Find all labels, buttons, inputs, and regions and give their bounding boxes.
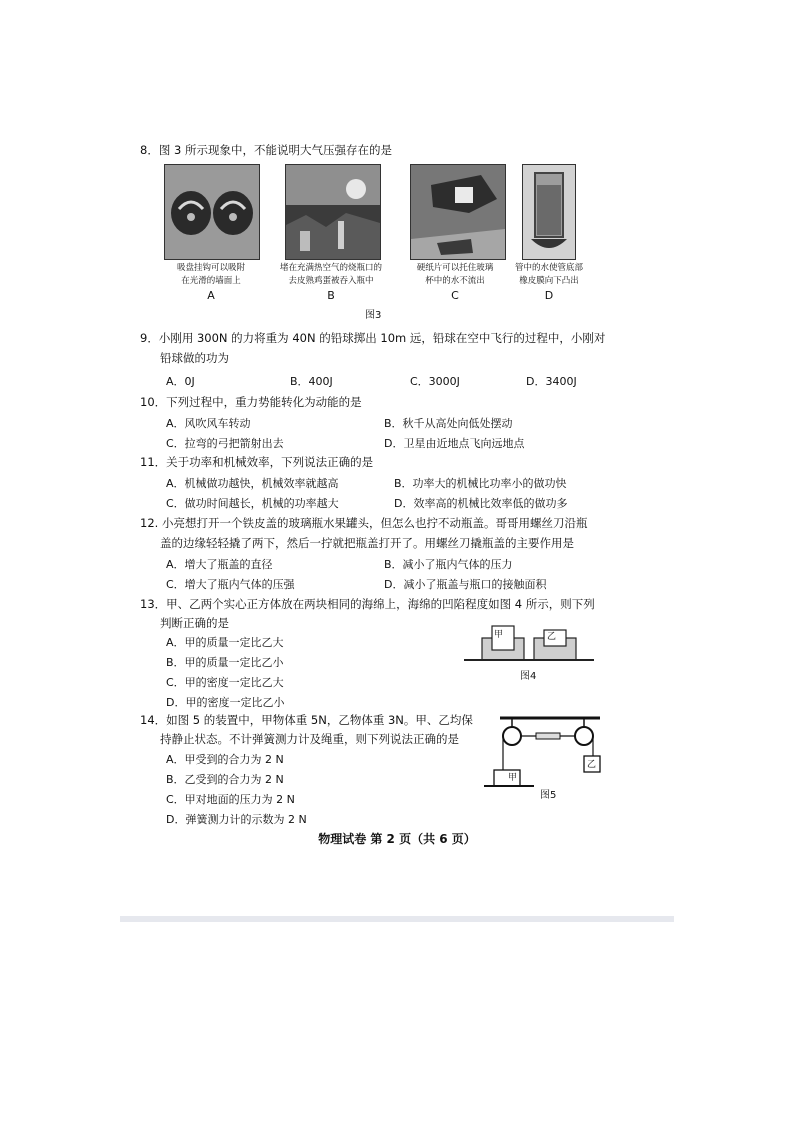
q9-option-b: B．400J — [290, 375, 333, 388]
caption-c-letter: C — [451, 289, 459, 302]
q13-option-b: B．甲的质量一定比乙小 — [166, 656, 284, 669]
caption-c-line2: 杯中的水不流出 — [425, 276, 485, 286]
q9-option-a: A．0J — [166, 375, 195, 388]
caption-d-line2: 橡皮膜向下凸出 — [519, 276, 579, 286]
question-12-line1: 12. 小亮想打开一个铁皮盖的玻璃瓶水果罐头，但怎么也拧不动瓶盖。哥哥用螺丝刀沿瓶 — [140, 516, 588, 530]
caption-b-letter: B — [327, 289, 335, 302]
figure-5-label: 图5 — [540, 790, 557, 801]
caption-b — [276, 262, 386, 302]
q14-option-b: B．乙受到的合力为 2 N — [166, 773, 284, 786]
fig5-block-a-label: 甲 — [508, 773, 518, 783]
q9-option-c: C．3000J — [410, 375, 460, 388]
spring-scale — [536, 733, 560, 739]
q11-option-c: C．做功时间越长，机械的功率越大 — [166, 497, 339, 510]
caption-d — [494, 262, 604, 302]
question-14-line2: 持静止状态。不计弹簧测力计及绳重，则下列说法正确的是 — [160, 732, 459, 746]
page-bottom-divider — [120, 916, 674, 922]
fig4-block-a-label: 甲 — [494, 630, 504, 640]
question-12-line2: 盖的边缘轻轻撬了两下，然后一拧就把瓶盖打开了。用螺丝刀撬瓶盖的主要作用是 — [160, 536, 574, 550]
figure-3-label: 图3 — [365, 310, 382, 321]
caption-b-line1: 堵在充满热空气的烧瓶口的 — [279, 263, 382, 273]
q11-option-a: A．机械做功越快，机械效率就越高 — [166, 477, 339, 490]
question-13-line1: 13．甲、乙两个实心正方体放在两块相同的海绵上，海绵的凹陷程度如图 4 所示，则下列 — [140, 597, 595, 611]
q11-option-d: D．效率高的机械比效率低的做功多 — [394, 497, 568, 510]
q9-option-d: D．3400J — [526, 375, 577, 388]
q10-option-d: D．卫星由近地点飞向远地点 — [384, 437, 525, 450]
fig4-block-b-label: 乙 — [547, 632, 557, 642]
paper-cup-illustration — [411, 165, 505, 259]
caption-d-line1: 管中的水使管底部 — [514, 263, 583, 273]
caption-d-letter: D — [544, 289, 554, 302]
pulley-right — [575, 727, 593, 745]
question-11-text: 11．关于功率和机械效率，下列说法正确的是 — [140, 455, 374, 469]
question-14-line1: 14．如图 5 的装置中，甲物体重 5N，乙物体重 3N。甲、乙均保 — [140, 713, 473, 727]
caption-c-line1: 硬纸片可以托住玻璃 — [416, 263, 494, 273]
suction-cup-illustration — [165, 165, 259, 259]
photo-tube-membrane — [522, 164, 576, 260]
q12-option-b: B．减小了瓶内气体的压力 — [384, 558, 513, 571]
caption-a — [156, 262, 266, 302]
q14-option-a: A．甲受到的合力为 2 N — [166, 753, 284, 766]
photo-egg-bottle — [285, 164, 381, 260]
q12-option-a: A．增大了瓶盖的直径 — [166, 558, 273, 571]
photo-paper-cup — [410, 164, 506, 260]
q12-option-d: D．减小了瓶盖与瓶口的接触面积 — [384, 578, 547, 591]
question-8-text: 8．图 3 所示现象中，不能说明大气压强存在的是 — [140, 143, 392, 157]
fig5-block-b-label: 乙 — [587, 760, 597, 770]
caption-a-line2: 在光滑的墙面上 — [181, 276, 241, 286]
q13-option-c: C．甲的密度一定比乙大 — [166, 676, 284, 689]
photo-suction-cups — [164, 164, 260, 260]
caption-b-line2: 去皮熟鸡蛋被吞入瓶中 — [288, 276, 374, 286]
pulley-left — [503, 727, 521, 745]
egg-bottle-illustration — [286, 165, 380, 259]
q10-option-a: A．风吹风车转动 — [166, 417, 251, 430]
question-13-line2: 判断正确的是 — [160, 616, 229, 630]
question-9-line1: 9．小刚用 300N 的力将重为 40N 的铅球掷出 10m 远，铅球在空中飞行的过程中，小刚对 — [140, 331, 606, 345]
q12-option-c: C．增大了瓶内气体的压强 — [166, 578, 295, 591]
q13-option-d: D．甲的密度一定比乙小 — [166, 696, 285, 709]
tube-membrane-illustration — [523, 165, 575, 259]
caption-a-letter: A — [207, 289, 215, 302]
q11-option-b: B．功率大的机械比功率小的做功快 — [394, 477, 567, 490]
question-9-line2: 铅球做的功为 — [160, 351, 229, 365]
page-footer: 物理试卷 第 2 页（共 6 页） — [318, 832, 476, 846]
figure-4-label: 图4 — [520, 671, 537, 682]
q10-option-b: B．秋千从高处向低处摆动 — [384, 417, 513, 430]
q14-option-d: D．弹簧测力计的示数为 2 N — [166, 813, 307, 826]
question-10-text: 10．下列过程中，重力势能转化为动能的是 — [140, 395, 362, 409]
q13-option-a: A．甲的质量一定比乙大 — [166, 636, 284, 649]
q10-option-c: C．拉弯的弓把箭射出去 — [166, 437, 284, 450]
figure-4-sponges — [464, 620, 594, 666]
caption-a-line1: 吸盘挂钩可以吸附 — [176, 263, 245, 273]
q14-option-c: C．甲对地面的压力为 2 N — [166, 793, 295, 806]
